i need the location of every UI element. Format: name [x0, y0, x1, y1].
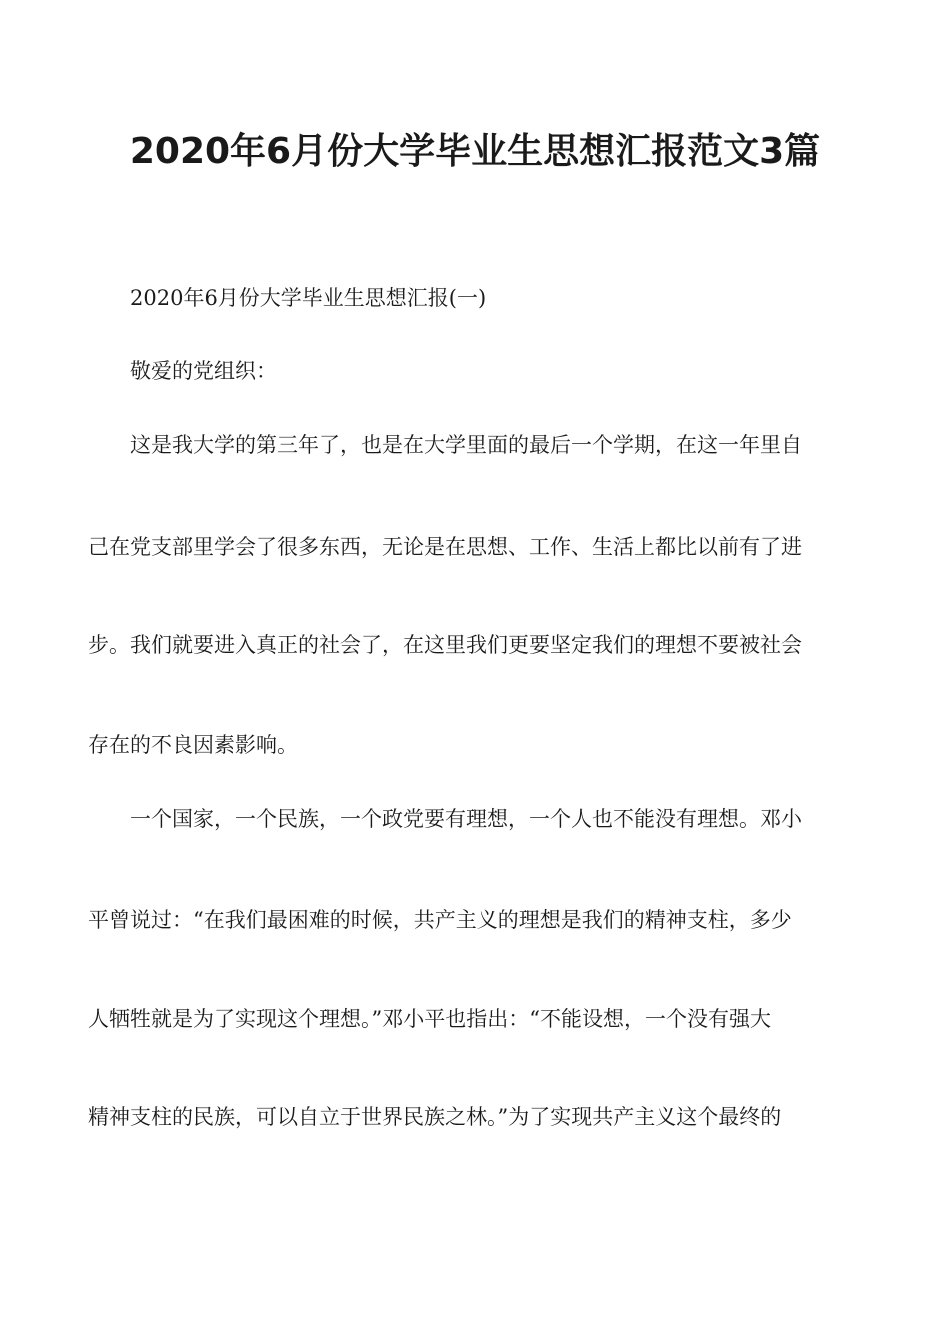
document-title: 2020年6月份大学毕业生思想汇报范文3篇 [129, 131, 821, 172]
paragraph-1-line-2: 己在党支部里学会了很多东西，无论是在思想、工作、生活上都比以前有了进 [88, 535, 802, 559]
salutation: 敬爱的党组织： [130, 359, 277, 383]
paragraph-1-line-1: 这是我大学的第三年了，也是在大学里面的最后一个学期，在这一年里自 [130, 433, 802, 457]
paragraph-2-line-2: 平曾说过：“在我们最困难的时候，共产主义的理想是我们的精神支柱，多少 [88, 908, 792, 932]
paragraph-2-line-1: 一个国家，一个民族，一个政党要有理想，一个人也不能没有理想。邓小 [130, 807, 802, 831]
paragraph-2-line-3: 人牺牲就是为了实现这个理想。”邓小平也指出：“不能设想，一个没有强大 [88, 1007, 771, 1031]
paragraph-2-line-4: 精神支柱的民族，可以自立于世界民族之林。”为了实现共产主义这个最终的 [88, 1105, 782, 1129]
paragraph-1-line-4: 存在的不良因素影响。 [88, 733, 298, 757]
section-heading: 2020年6月份大学毕业生思想汇报(一) [130, 286, 487, 310]
paragraph-1-line-3: 步。我们就要进入真正的社会了，在这里我们更要坚定我们的理想不要被社会 [88, 633, 802, 657]
